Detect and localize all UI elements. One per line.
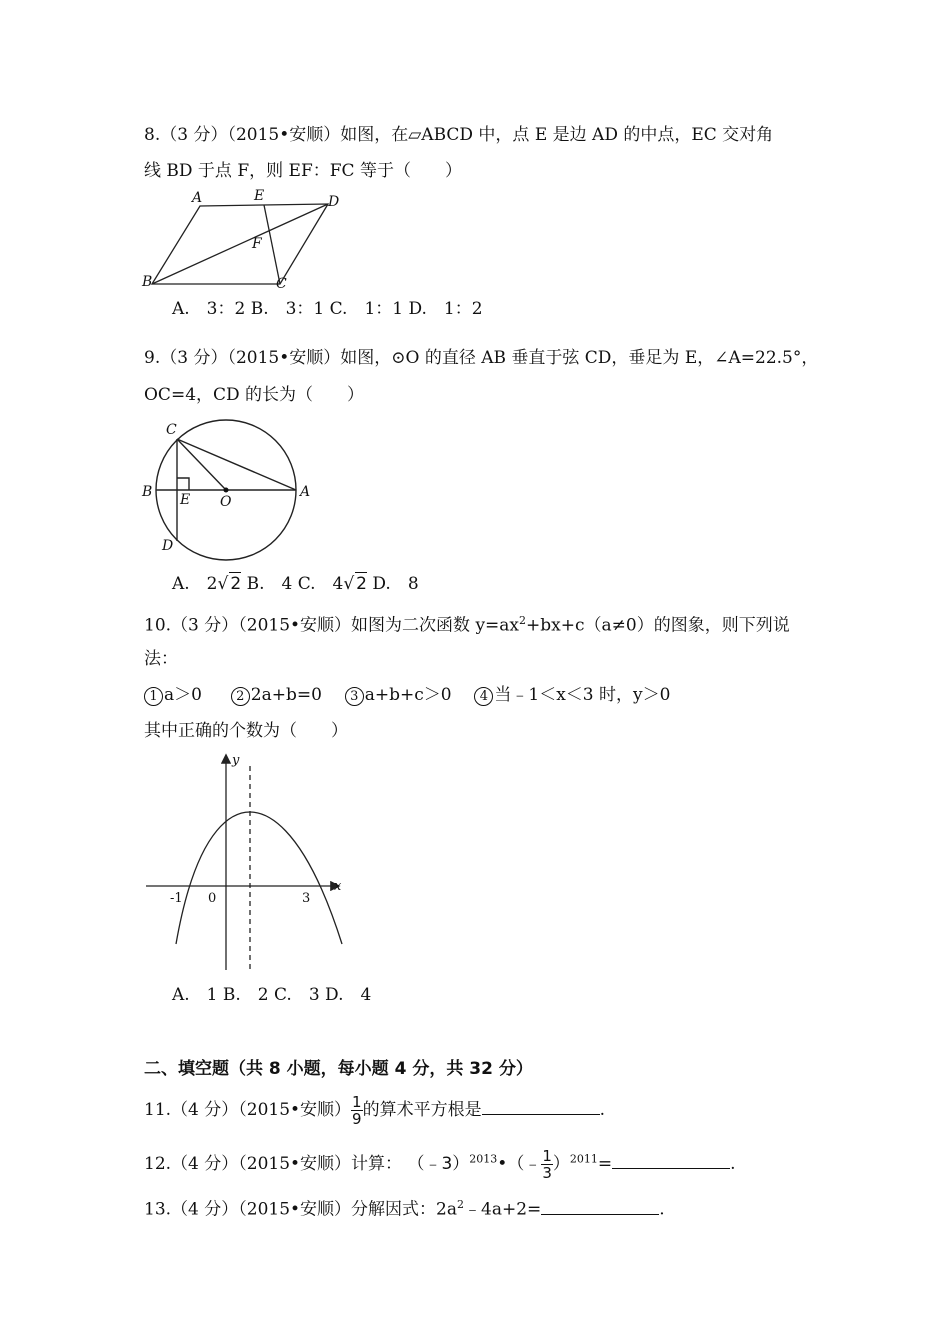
- q11-suffix: 的算术平方根是: [362, 1100, 482, 1120]
- options-rest2: D. 8: [367, 574, 419, 594]
- diagonal-bd: [152, 204, 328, 284]
- q11-frac-num: 1: [352, 1093, 362, 1111]
- option-a-prefix: A. 2: [172, 574, 218, 594]
- statement-number-4: 4: [474, 687, 493, 706]
- q10-line1-part-a: 10.（3 分）（2015•安顺）如图为二次函数 y=ax: [144, 615, 520, 636]
- q12-exp1: 2013: [469, 1152, 498, 1166]
- q12-dot: •: [497, 1154, 508, 1174]
- q12-base1: （﹣3）: [407, 1154, 470, 1174]
- q9-circle-figure: [140, 414, 320, 564]
- q9-options: [172, 572, 419, 595]
- q12-eq: =: [597, 1154, 613, 1174]
- label-c: C: [166, 422, 177, 438]
- q10-parabola-graph: [138, 748, 358, 974]
- center-point: [224, 488, 229, 493]
- options-rest1: B. 4 C. 4: [241, 574, 344, 594]
- q10-options: A. 1 B. 2 C. 3 D. 4: [172, 985, 372, 1005]
- statement-number-1: 1: [144, 687, 163, 706]
- statement-3: a+b+c＞0: [364, 685, 452, 705]
- q10-statements: [144, 684, 670, 706]
- q12-end: .: [730, 1154, 736, 1174]
- label-e: E: [180, 492, 191, 508]
- statement-4: 当﹣1＜x＜3 时，y＞0: [494, 685, 671, 705]
- q8-text-line2: 线 BD 于点 F，则 EF：FC 等于（ ）: [144, 161, 462, 181]
- parabola-curve: [176, 812, 342, 944]
- q11-answer-blank[interactable]: [482, 1098, 600, 1115]
- tick-label-3: 3: [302, 891, 311, 906]
- label-c: C: [276, 276, 287, 290]
- label-o: O: [220, 494, 232, 510]
- q10-text-line4: 其中正确的个数为（ ）: [144, 721, 348, 741]
- q8-options: A. 3：2 B. 3：1 C. 1：1 D. 1：2: [172, 299, 483, 319]
- q8-parallelogram-figure: [138, 186, 348, 290]
- q9-text-line2: OC=4，CD 的长为（ ）: [144, 385, 365, 405]
- q11-frac-den: 9: [352, 1110, 362, 1128]
- q11-end: .: [599, 1100, 605, 1120]
- q12-open: （﹣: [507, 1154, 542, 1174]
- q12-answer-blank[interactable]: [612, 1152, 730, 1169]
- q12-frac-den: 3: [542, 1164, 552, 1182]
- q13-prefix: 13.（4 分）（2015•安顺）分解因式：2a: [144, 1199, 457, 1220]
- label-a: A: [192, 190, 203, 206]
- statement-2: 2a+b=0: [250, 685, 322, 705]
- q10-exponent: 2: [519, 614, 527, 627]
- q9-text-line1: 9.（3 分）（2015•安顺）如图，⊙O 的直径 AB 垂直于弦 CD，垂足为 E，∠A=22.5°，: [144, 348, 819, 368]
- q10-text-line1: [144, 610, 790, 637]
- q11-prefix: 11.（4 分）（2015•安顺）: [144, 1100, 352, 1120]
- statement-number-2: 2: [231, 687, 250, 706]
- q12-frac-num: 1: [542, 1147, 552, 1165]
- q12-exp2: 2011: [569, 1152, 598, 1166]
- y-axis-label: y: [232, 753, 240, 768]
- label-a: A: [300, 484, 311, 500]
- segment-ca: [177, 439, 296, 490]
- label-b: B: [142, 274, 153, 290]
- sqrt-symbol: √: [217, 574, 229, 594]
- label-d: D: [162, 538, 174, 554]
- statement-1: a＞0: [164, 685, 202, 705]
- label-b: B: [142, 484, 153, 500]
- label-d: D: [328, 194, 340, 210]
- option-c-radicand: 2: [356, 574, 367, 594]
- q12-prefix: 12.（4 分）（2015•安顺）计算：: [144, 1154, 403, 1174]
- statement-number-3: 3: [345, 687, 364, 706]
- q10-text-line2: 法：: [144, 649, 178, 669]
- section2-title: 二、填空题（共 8 小题，每小题 4 分，共 32 分）: [144, 1059, 533, 1079]
- q13-answer-blank[interactable]: [541, 1198, 659, 1215]
- q13-text: [144, 1194, 665, 1221]
- q8-text-line1: 8.（3 分）（2015•安顺）如图，在▱ABCD 中，点 E 是边 AD 的中点，EC 交对角: [144, 125, 774, 145]
- segment-ec: [264, 205, 280, 284]
- q12-fraction: [541, 1148, 553, 1181]
- q12-text: [144, 1148, 736, 1181]
- q13-exponent: 2: [457, 1198, 464, 1211]
- q12-close: ）: [552, 1154, 570, 1174]
- right-angle-mark: [177, 478, 189, 490]
- segment-co: [177, 439, 226, 490]
- option-a-radicand: 2: [230, 574, 242, 594]
- tick-label-neg1: -1: [170, 891, 183, 906]
- q10-line1-part-b: +bx+c（a≠0）的图象，则下列说: [526, 615, 790, 636]
- label-e: E: [254, 188, 265, 204]
- q11-text: [144, 1094, 605, 1127]
- label-f: F: [252, 236, 262, 252]
- q11-fraction: [351, 1094, 363, 1127]
- x-axis-label: x: [334, 879, 342, 894]
- tick-label-0: 0: [208, 891, 217, 906]
- q13-suffix: ﹣4a+2=: [464, 1199, 542, 1220]
- q13-end: .: [659, 1199, 665, 1220]
- sqrt-symbol: √: [343, 574, 355, 594]
